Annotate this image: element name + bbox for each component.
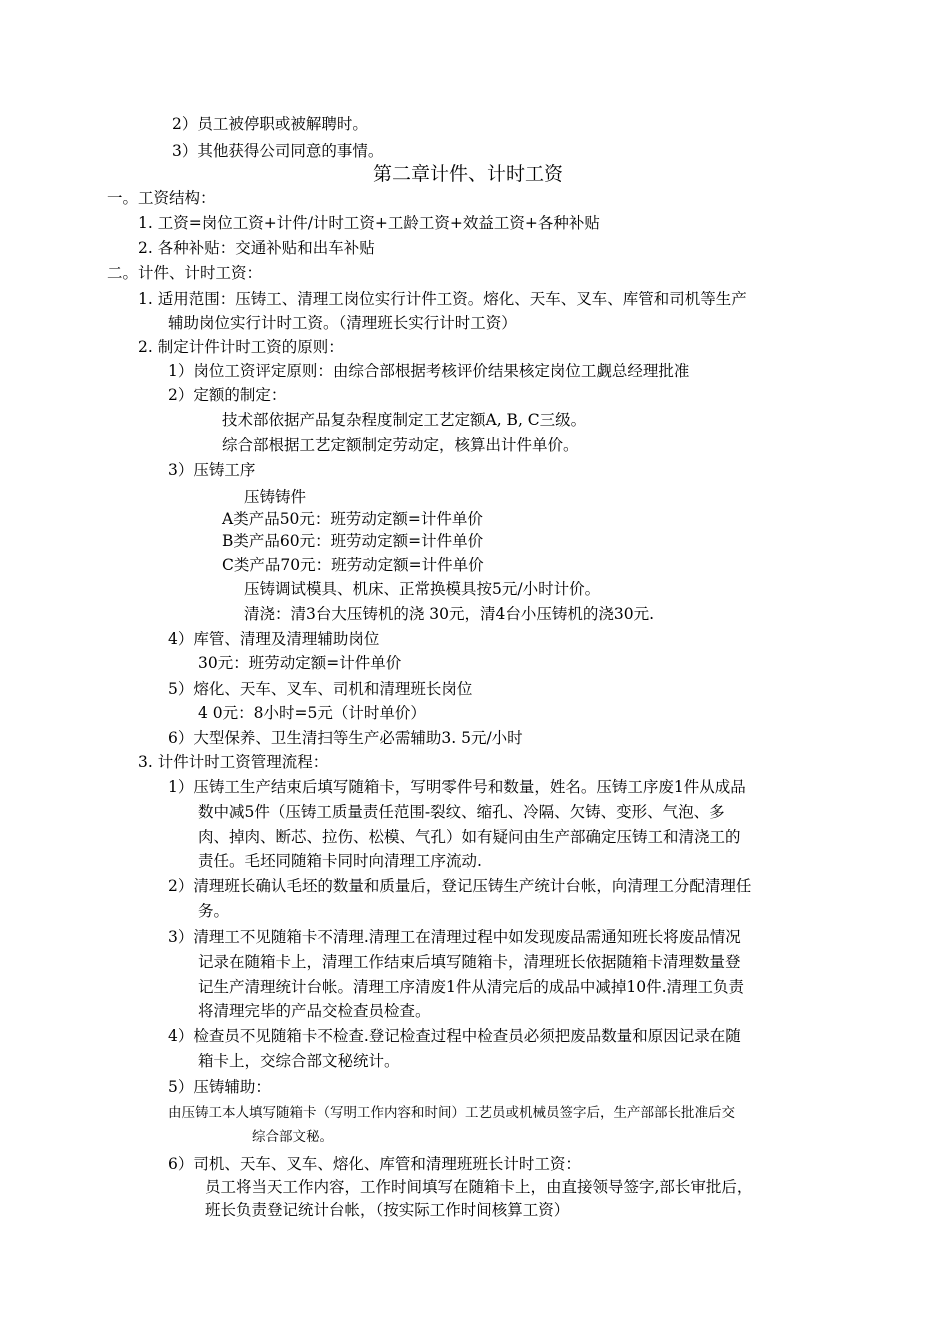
text-line: 6）司机、天车、叉车、熔化、库管和清理班班长计时工资：	[168, 1155, 581, 1173]
text-line: 清浇：清3台大压铸机的浇 30元，清4台小压铸机的浇30元.	[244, 605, 655, 623]
text-line: 2）清理班长确认毛坯的数量和质量后，登记压铸生产统计台帐，向清理工分配清理任	[168, 877, 752, 895]
section-heading: 一。工资结构：	[107, 189, 216, 207]
text-line: 数中减5件（压铸工质量责任范围-裂纹、缩孔、冷隔、欠铸、变形、气泡、多	[198, 803, 725, 821]
text-line: 肉、掉肉、断芯、拉伤、松模、气孔）如有疑问由生产部确定压铸工和清浇工的	[198, 828, 741, 846]
text-line: 2）员工被停职或被解聘时。	[172, 115, 368, 133]
text-line: 4 0元：8小时=5元（计时单价）	[198, 704, 426, 722]
text-line: 5）压铸辅助：	[168, 1078, 271, 1096]
text-line: 责任。毛坯同随箱卡同时向清理工序流动.	[198, 852, 482, 870]
text-line: 记录在随箱卡上，清理工作结束后填写随箱卡，清理班长依据随箱卡清理数量登	[198, 953, 741, 971]
text-line: 30元：班劳动定额=计件单价	[198, 654, 402, 672]
text-line: 2. 制定计件计时工资的原则：	[138, 338, 344, 356]
text-line: 4）检查员不见随箱卡不检查.登记检查过程中检查员必须把废品数量和原因记录在随	[168, 1027, 741, 1045]
text-line: 1）压铸工生产结束后填写随箱卡，写明零件号和数量，姓名。压铸工序废1件从成品	[168, 778, 746, 796]
section-heading: 二。计件、计时工资：	[107, 264, 263, 282]
text-line: 2. 各种补贴：交通补贴和出车补贴	[138, 239, 375, 257]
text-line: 员工将当天工作内容，工作时间填写在随箱卡上，由直接领导签字,部长审批后，	[205, 1178, 753, 1196]
text-line: 将清理完毕的产品交检查员检查。	[198, 1002, 431, 1020]
text-line: 务。	[198, 902, 230, 920]
text-line: 班长负责登记统计台帐，（按实际工作时间核算工资）	[205, 1201, 570, 1219]
text-line: 3）其他获得公司同意的事情。	[172, 142, 384, 160]
text-line: 1. 适用范围：压铸工、清理工岗位实行计件工资。熔化、天车、叉车、库管和司机等生产	[138, 290, 747, 308]
text-line: 技术部依据产品复杂程度制定工艺定额A, B, C三级。	[222, 411, 587, 429]
text-line: B类产品60元：班劳动定额=计件单价	[222, 532, 484, 550]
text-line: 压铸铸件	[244, 488, 307, 506]
text-line: 6）大型保养、卫生清扫等生产必需辅助3. 5元/小时	[168, 729, 523, 747]
text-line: 4）库管、清理及清理辅助岗位	[168, 630, 380, 648]
text-line: 由压铸工本人填写随箱卡（写明工作内容和时间）工艺员或机械员签字后，生产部部长批准后交	[168, 1105, 735, 1121]
text-line: 箱卡上，交综合部文秘统计。	[198, 1052, 400, 1070]
text-line: 5）熔化、天车、叉车、司机和清理班长岗位	[168, 680, 473, 698]
text-line: 压铸调试模具、机床、正常换模具按5元/小时计价。	[244, 580, 601, 598]
chapter-title: 第二章计件、计时工资	[373, 163, 564, 185]
text-line: A类产品50元：班劳动定额=计件单价	[222, 510, 483, 528]
text-line: 记生产清理统计台帐。清理工序清废1件从清完后的成品中减掉10件.清理工负责	[198, 978, 745, 996]
text-line: 综合部根据工艺定额制定劳动定，核算出计件单价。	[222, 436, 579, 454]
text-line: 3）压铸工序	[168, 461, 256, 479]
text-line: 1. 工资=岗位工资+计件/计时工资+工龄工资+效益工资+各种补贴	[138, 214, 600, 232]
text-line: 辅助岗位实行计时工资。（清理班长实行计时工资）	[168, 314, 517, 332]
text-line: C类产品70元：班劳动定额=计件单价	[222, 556, 484, 574]
text-line: 3. 计件计时工资管理流程：	[138, 753, 329, 771]
text-line: 综合部文秘。	[252, 1129, 333, 1145]
text-line: 2）定额的制定：	[168, 386, 287, 404]
text-line: 1）岗位工资评定原则：由综合部根据考核评价结果核定岗位工觑总经理批准	[168, 362, 690, 380]
text-line: 3）清理工不见随箱卡不清理.清理工在清理过程中如发现废品需通知班长将废品情况	[168, 928, 741, 946]
